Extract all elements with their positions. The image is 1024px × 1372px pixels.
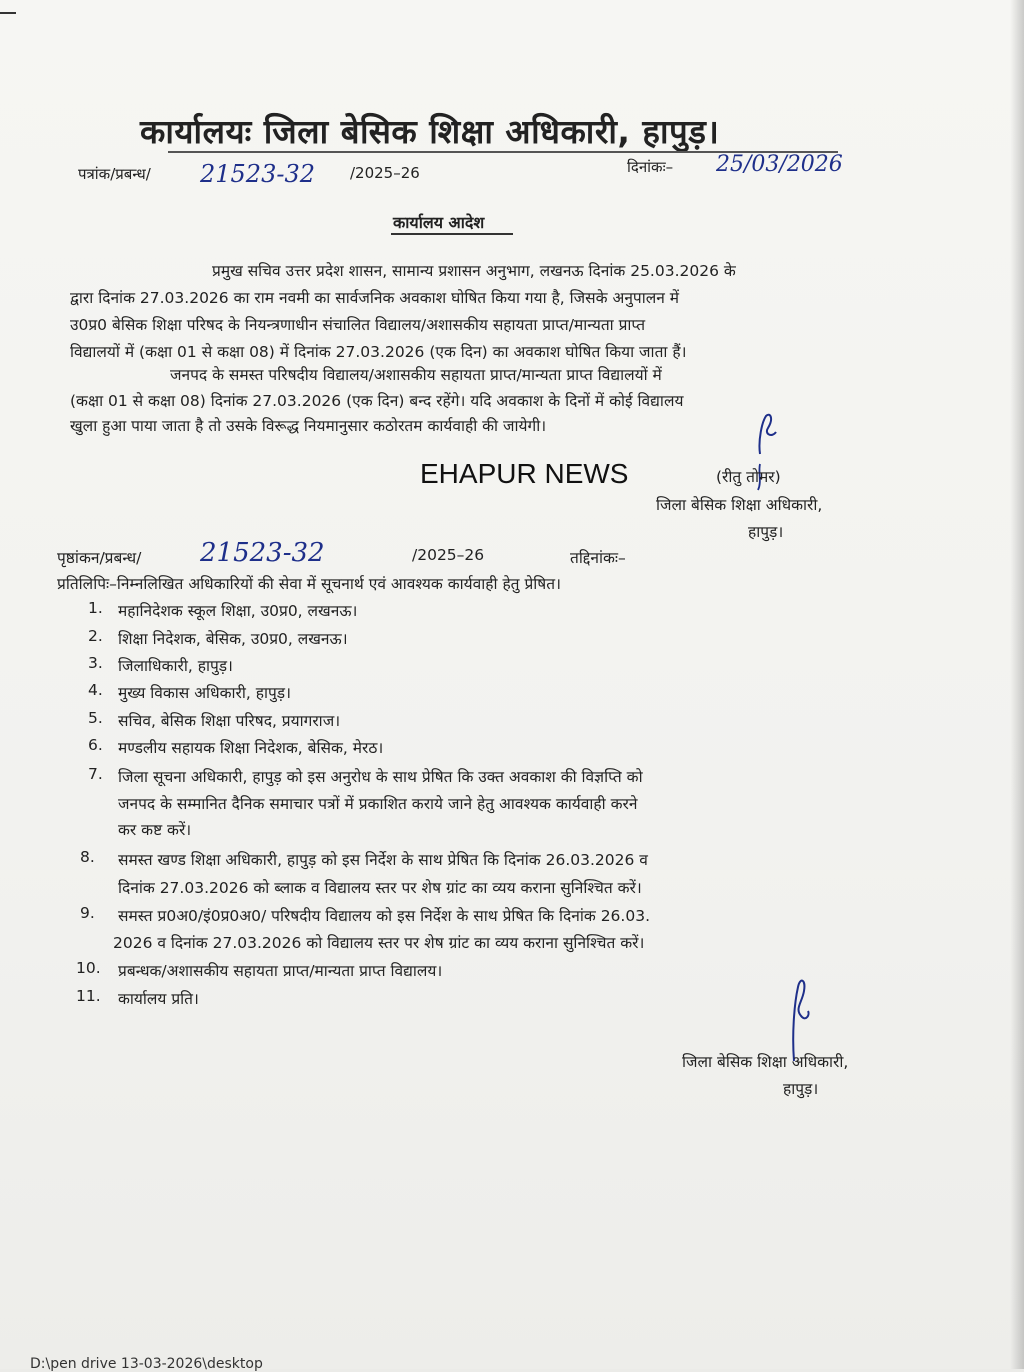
list-number: 6.	[88, 736, 103, 754]
order-heading-underline	[391, 233, 513, 235]
list-item: सचिव, बेसिक शिक्षा परिषद, प्रयागराज।	[118, 712, 341, 730]
order-line: विद्यालयों में (कक्षा 01 से कक्षा 08) में दिनांक 27.03.2026 (एक दिन) का अवकाश घोषित किया जाता हैं।	[70, 343, 687, 361]
list-item: जिला सूचना अधिकारी, हापुड़ को इस अनुरोध के साथ प्रेषित कि उक्त अवकाश की विज्ञप्ति को	[118, 768, 643, 786]
endorsement-ref-year: /2025–26	[412, 546, 485, 564]
page-edge-shadow	[1010, 0, 1024, 1369]
endorsement-date-label: तद्दिनांकः–	[570, 549, 626, 567]
list-number: 8.	[80, 848, 95, 866]
bottom-signatory-designation: जिला बेसिक शिक्षा अधिकारी,	[682, 1053, 849, 1071]
list-number: 1.	[88, 599, 103, 617]
list-number: 7.	[88, 765, 103, 783]
list-number: 10.	[76, 959, 101, 977]
list-number: 5.	[88, 709, 103, 727]
list-item: समस्त खण्ड शिक्षा अधिकारी, हापुड़ को इस निर्देश के साथ प्रेषित कि दिनांक 26.03.2026 व	[118, 851, 648, 869]
ref-label: पत्रांक/प्रबन्ध/	[78, 165, 151, 183]
signatory-place: हापुड़।	[748, 523, 784, 541]
signatory-designation: जिला बेसिक शिक्षा अधिकारी,	[656, 496, 823, 514]
office-title: कार्यालयः जिला बेसिक शिक्षा अधिकारी, हापुड़।	[140, 112, 720, 151]
footer-file-path: D:\pen drive 13-03-2026\desktop	[30, 1356, 263, 1372]
list-item: प्रबन्धक/अशासकीय सहायता प्राप्त/मान्यता प्राप्त विद्यालय।	[118, 962, 443, 980]
list-item: समस्त प्र0अ0/इं0प्र0अ0/ परिषदीय विद्यालय को इस निर्देश के साथ प्रेषित कि दिनांक 26.03.	[118, 907, 650, 925]
list-number: 3.	[88, 654, 103, 672]
list-item-continuation: दिनांक 27.03.2026 को ब्लाक व विद्यालय स्तर पर शेष ग्रांट का व्यय कराना सुनिश्चित करें।	[118, 879, 642, 897]
copy-intro: प्रतिलिपिः–निम्नलिखित अधिकारियों की सेवा में सूचनार्थ एवं आवश्यक कार्यवाही हेतु प्रेषित।	[57, 575, 561, 593]
list-number: 11.	[76, 987, 101, 1005]
order-line: खुला हुआ पाया जाता है तो उसके विरूद्ध नियमानुसार कठोरतम कार्यवाही की जायेगी।	[70, 417, 547, 435]
fold-mark	[0, 12, 16, 14]
bottom-signatory-place: हापुड़।	[783, 1080, 819, 1098]
list-item: कार्यालय प्रति।	[118, 990, 199, 1008]
list-item-continuation: 2026 व दिनांक 27.03.2026 को विद्यालय स्तर पर शेष ग्रांट का व्यय कराना सुनिश्चित करें।	[113, 934, 645, 952]
list-item: महानिदेशक स्कूल शिक्षा, उ0प्र0, लखनऊ।	[118, 602, 358, 620]
list-item: मण्डलीय सहायक शिक्षा निदेशक, बेसिक, मेरठ।	[118, 739, 384, 757]
order-heading: कार्यालय आदेश	[393, 213, 485, 232]
ref-year: /2025–26	[350, 164, 420, 182]
signature-scribble-top	[752, 410, 782, 460]
list-item-continuation: जनपद के सम्मानित दैनिक समाचार पत्रों में प्रकाशित कराये जाने हेतु आवश्यक कार्यवाही करने	[118, 795, 638, 813]
order-line: प्रमुख सचिव उत्तर प्रदेश शासन, सामान्य प्रशासन अनुभाग, लखनऊ दिनांक 25.03.2026 के	[212, 262, 736, 280]
signatory-name: (रीतु तोमर)	[716, 468, 781, 486]
order-line: उ0प्र0 बेसिक शिक्षा परिषद के नियन्त्रणाधीन संचालित विद्यालय/अशासकीय सहायता प्राप्त/मान्यता प्राप्त	[70, 316, 646, 334]
list-item: जिलाधिकारी, हापुड़।	[118, 657, 233, 675]
order-line: (कक्षा 01 से कक्षा 08) दिनांक 27.03.2026 (एक दिन) बन्द रहेंगे। यदि अवकाश के दिनों में कोई विद्यालय	[70, 392, 684, 410]
list-number: 4.	[88, 681, 103, 699]
endorsement-ref-number-handwritten: 21523-32	[200, 538, 325, 568]
news-watermark: EHAPUR NEWS	[420, 458, 629, 489]
list-number: 9.	[80, 904, 95, 922]
order-line: जनपद के समस्त परिषदीय विद्यालय/अशासकीय सहायता प्राप्त/मान्यता प्राप्त विद्यालयों में	[170, 366, 662, 384]
list-item: मुख्य विकास अधिकारी, हापुड़।	[118, 684, 291, 702]
list-number: 2.	[88, 627, 103, 645]
date-handwritten: 25/03/2026	[716, 152, 843, 177]
date-label: दिनांकः–	[627, 158, 674, 176]
list-item: शिक्षा निदेशक, बेसिक, उ0प्र0, लखनऊ।	[118, 630, 348, 648]
ref-number-handwritten: 21523-32	[200, 160, 315, 188]
list-item-continuation: कर कष्ट करें।	[118, 821, 192, 839]
order-line: द्वारा दिनांक 27.03.2026 का राम नवमी का सार्वजनिक अवकाश घोषित किया गया है, जिसके अनुपालन में	[70, 289, 680, 307]
endorsement-ref-label: पृष्ठांकन/प्रबन्ध/	[57, 549, 142, 567]
